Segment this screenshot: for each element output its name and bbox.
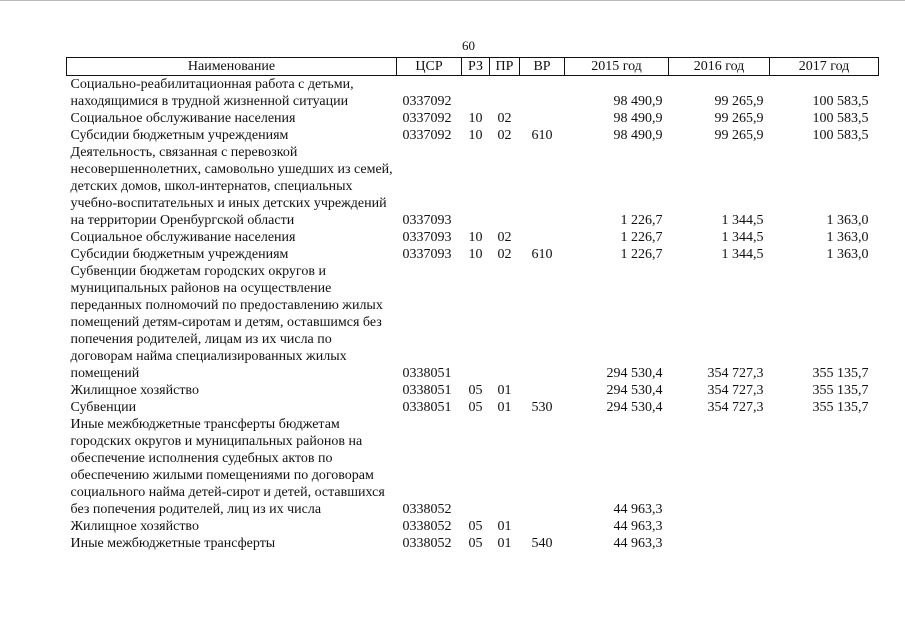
- cell-y2016: 354 727,3: [707, 400, 764, 415]
- cell-pr: [490, 144, 520, 229]
- table-row: [67, 535, 879, 552]
- cell-vr: [520, 76, 565, 111]
- header-name: Наименование: [67, 58, 397, 76]
- cell-y2017: 1 363,0: [826, 213, 869, 228]
- cell-name: Жилищное хозяйство: [70, 519, 199, 534]
- table-row: [67, 76, 879, 111]
- cell-vr: [520, 416, 565, 518]
- cell-name: Социально-реабилитационная работа с детьми, находящимися в трудной жизненной ситуации: [70, 77, 354, 109]
- cell-name: Субвенции: [70, 400, 137, 415]
- cell-pr: 01: [497, 383, 512, 398]
- header-pr: ПР: [490, 58, 520, 76]
- table-row: [67, 399, 879, 416]
- cell-name: Деятельность, связанная с перевозкой несовершеннолетних, самовольно ушедших из семей, детских домов, школ-интернатов, специальных учебно-воспитательных и иных детских учреждений на территории Оренбургской области: [70, 145, 393, 228]
- cell-rz: [462, 76, 490, 111]
- cell-y2017: [770, 535, 879, 552]
- header-year-2017: 2017 год: [770, 58, 879, 76]
- cell-csr: 0338051: [402, 366, 452, 381]
- cell-name: Субсидии бюджетным учреждениям: [70, 247, 289, 262]
- cell-y2016: 1 344,5: [721, 230, 764, 245]
- cell-csr: 0338052: [402, 502, 452, 517]
- cell-vr: [520, 144, 565, 229]
- cell-pr: 02: [497, 230, 512, 245]
- cell-csr: 0337093: [402, 247, 452, 262]
- cell-pr: [490, 76, 520, 111]
- cell-rz: 10: [468, 128, 483, 143]
- table-row: [67, 127, 879, 144]
- table-row: [67, 144, 879, 229]
- cell-y2015: 44 963,3: [613, 502, 663, 517]
- cell-vr: 530: [531, 400, 553, 415]
- cell-rz: 10: [468, 230, 483, 245]
- cell-pr: 02: [497, 111, 512, 126]
- cell-rz: 05: [468, 400, 483, 415]
- cell-y2016: 99 265,9: [714, 94, 764, 109]
- cell-y2015: 294 530,4: [606, 400, 663, 415]
- cell-rz: [462, 416, 490, 518]
- cell-y2015: 1 226,7: [620, 230, 663, 245]
- cell-csr: 0337092: [402, 94, 452, 109]
- cell-y2016: 1 344,5: [721, 247, 764, 262]
- cell-y2015: 98 490,9: [613, 128, 663, 143]
- cell-rz: 10: [468, 247, 483, 262]
- cell-y2017: [770, 518, 879, 535]
- cell-y2015: 1 226,7: [620, 213, 663, 228]
- cell-y2015: 294 530,4: [606, 383, 663, 398]
- cell-y2015: 98 490,9: [613, 94, 663, 109]
- cell-name: Иные межбюджетные трансферты: [70, 536, 276, 551]
- header-rz: РЗ: [462, 58, 490, 76]
- cell-csr: 0337092: [402, 128, 452, 143]
- cell-y2017: 100 583,5: [812, 111, 869, 126]
- cell-csr: 0338052: [402, 536, 452, 551]
- cell-y2016: [669, 535, 770, 552]
- cell-name: Иные межбюджетные трансферты бюджетам городских округов и муниципальных районов на обеспечение исполнения судебных актов по обеспечению жилыми помещениями по договорам социального найма детей-сирот и детей, оставшихся без попечения родителей, лиц из их числа: [70, 417, 385, 517]
- cell-name: Социальное обслуживание населения: [70, 230, 296, 245]
- table-body: [67, 76, 879, 553]
- cell-y2016: 354 727,3: [707, 383, 764, 398]
- cell-y2016: 354 727,3: [707, 366, 764, 381]
- cell-y2016: [669, 518, 770, 535]
- cell-vr: 610: [531, 247, 553, 262]
- header-year-2015: 2015 год: [565, 58, 669, 76]
- cell-csr: 0338051: [402, 383, 452, 398]
- cell-vr: 540: [531, 536, 553, 551]
- cell-name: Социальное обслуживание населения: [70, 111, 296, 126]
- cell-csr: 0338052: [402, 519, 452, 534]
- cell-y2016: 99 265,9: [714, 111, 764, 126]
- cell-csr: 0338051: [402, 400, 452, 415]
- cell-pr: 01: [497, 536, 512, 551]
- cell-name: Субвенции бюджетам городских округов и муниципальных районов на осуществление переданных полномочий по предоставлению жилых помещений детям-сиротам и детям, оставшимся без попечения родителей, лицам из их числа по договорам найма специализированных жилых помещений: [70, 264, 383, 381]
- cell-y2017: [770, 416, 879, 518]
- cell-pr: [490, 263, 520, 382]
- cell-rz: 05: [468, 383, 483, 398]
- table-row: [67, 246, 879, 263]
- cell-pr: [490, 416, 520, 518]
- cell-csr: 0337093: [402, 230, 452, 245]
- cell-y2015: 294 530,4: [606, 366, 663, 381]
- cell-csr: 0337092: [402, 111, 452, 126]
- cell-pr: 01: [497, 400, 512, 415]
- cell-rz: 05: [468, 536, 483, 551]
- cell-rz: [462, 263, 490, 382]
- table-row: [67, 518, 879, 535]
- cell-pr: 02: [497, 247, 512, 262]
- cell-rz: 10: [468, 111, 483, 126]
- page-number: 60: [462, 38, 475, 53]
- cell-vr: [520, 263, 565, 382]
- cell-y2017: 355 135,7: [812, 383, 869, 398]
- cell-y2016: [669, 416, 770, 518]
- cell-y2017: 100 583,5: [812, 128, 869, 143]
- cell-y2017: 1 363,0: [826, 247, 869, 262]
- cell-pr: 02: [497, 128, 512, 143]
- header-year-2016: 2016 год: [669, 58, 770, 76]
- cell-y2015: 44 963,3: [613, 519, 663, 534]
- cell-vr: [520, 518, 565, 535]
- header-csr: ЦСР: [397, 58, 462, 76]
- cell-name: Субсидии бюджетным учреждениям: [70, 128, 289, 143]
- header-vr: ВР: [520, 58, 565, 76]
- table-row: [67, 416, 879, 518]
- cell-y2015: 98 490,9: [613, 111, 663, 126]
- cell-vr: 610: [531, 128, 553, 143]
- cell-vr: [520, 110, 565, 127]
- cell-y2016: 99 265,9: [714, 128, 764, 143]
- cell-y2015: 1 226,7: [620, 247, 663, 262]
- cell-rz: [462, 144, 490, 229]
- page-top-edge: [0, 0, 905, 1]
- cell-vr: [520, 382, 565, 399]
- cell-name: Жилищное хозяйство: [70, 383, 199, 398]
- cell-y2016: 1 344,5: [721, 213, 764, 228]
- cell-pr: 01: [497, 519, 512, 534]
- table-row: [67, 263, 879, 382]
- cell-rz: 05: [468, 519, 483, 534]
- table-row: [67, 382, 879, 399]
- table-row: [67, 110, 879, 127]
- table-row: [67, 229, 879, 246]
- cell-y2017: 1 363,0: [826, 230, 869, 245]
- budget-table: [66, 57, 879, 552]
- cell-vr: [520, 229, 565, 246]
- table-header-row: [67, 58, 879, 76]
- cell-y2015: 44 963,3: [613, 536, 663, 551]
- cell-y2017: 100 583,5: [812, 94, 869, 109]
- cell-y2017: 355 135,7: [812, 400, 869, 415]
- cell-csr: 0337093: [402, 213, 452, 228]
- cell-y2017: 355 135,7: [812, 366, 869, 381]
